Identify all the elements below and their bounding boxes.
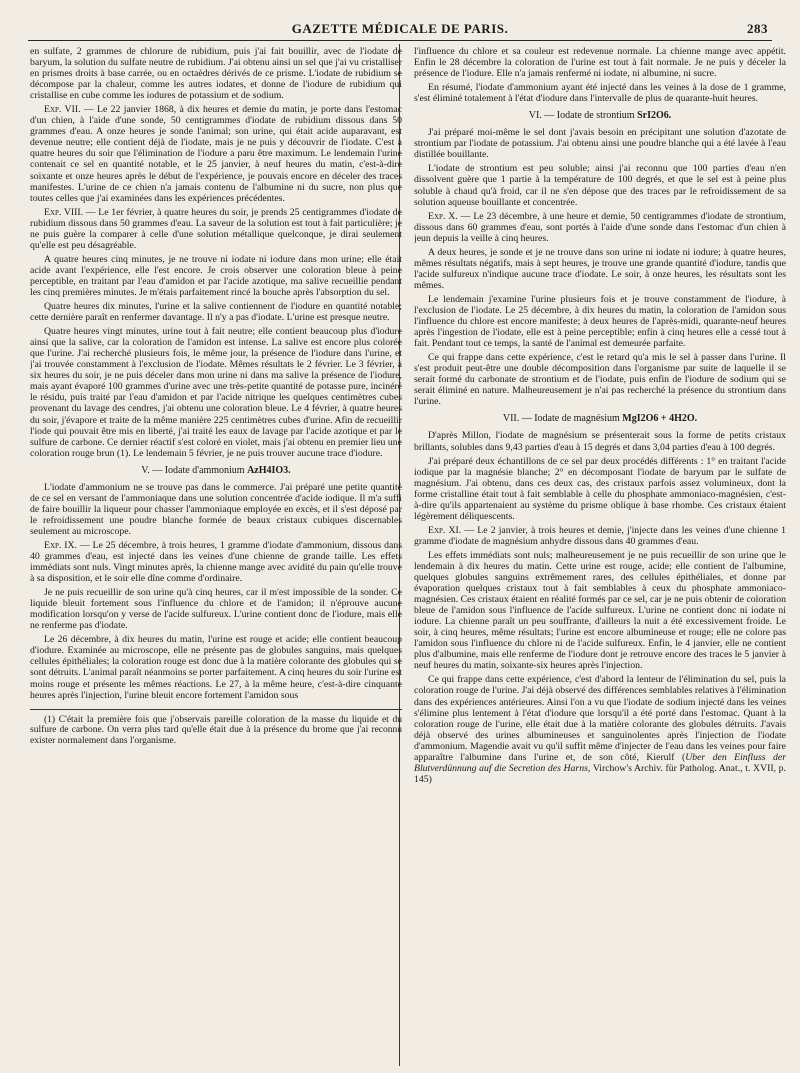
experiment-label: Exp. VIII. (44, 206, 84, 218)
journal-title: GAZETTE MÉDICALE DE PARIS. (291, 21, 509, 36)
experiment-label: Exp. XI. (428, 524, 462, 536)
section-heading (414, 110, 786, 121)
experiment-paragraph (414, 525, 786, 547)
right-column (414, 46, 786, 1066)
experiment-label: Exp. X. (428, 210, 458, 222)
experiment-paragraph (30, 104, 402, 203)
paragraph: D'après Millon, l'iodate de magnésium se présenterait sous la forme de petits cristaux brillants, solubles dans 9,43 parties d'eau à 15 degrés et dans 3,04 parties d'eau à 100 degrés. (414, 430, 786, 453)
experiment-text: — Le 22 janvier 1868, à dix heures et demie du matin, je porte dans l'estomac d'un chien, à l'aide d'une sonde, 50 centigrammes d'iodate de rubidium dissous dans 50 grammes d'eau. A onze heures je sonde l'animal; son urine, qui était acide auparavant, est devenue neutre; elle contient déjà de l'iodate, mais je ne puis y découvrir de l'iodate. C'est à quatre heures du soir que l'élimination de l'iodure a paru être maximum. Le lendemain l'urine contenait ce sel en quantité notable, et le 25 janvier, à neuf heures du matin, c'est-à-dire soixante et onze heures après le début de l'expérience, je pouvais encore en déceler des traces manifestes. L'urine de ce chien n'a jamais contenu de l'albumine ni du sucre, non plus que toutes celles que j'ai examinées dans les expériences précédentes. (30, 104, 402, 204)
paragraph: Les effets immédiats sont nuls; malheureusement je ne puis recueillir de son urine que le lendemain à dix heures du matin. Cette urine est rouge, acide; elle contient de l'albumine, quelques globules sanguins extrêmement rares, des cellules épithéliales, et donne par évaporation quelques cristaux tout à fait semblables à ceux du phosphate ammoniaco-magnésien. Ces cristaux étaient en réalité formés par ce sel, car je ne puis obtenir de coloration bleue de l'amidon sous l'influence de l'acide sulfureux. L'urine ne contient donc ni iodate ni iodure. La chienne paraît un peu souffrante, d'ailleurs la nuit a été excessivement froide. Le soir, à cinq heures, même résultats; l'urine est encore albumineuse et rouge; elle ne colore pas l'amidon sous l'influence du chlore ni de l'acide sulfureux. Enfin, le 4 janvier, elle ne contient plus d'albumine, mais elle renferme de l'iodure dont je retrouve encore des traces le 5 janvier à neuf heures du matin, soixante-six heures après l'injection. (414, 549, 786, 672)
paragraph: Ce qui frappe dans cette expérience, c'est le retard qu'a mis le sel à passer dans l'urine. Il s'est produit peut-être une double décomposition dans l'organisme par suite de laquelle il se serait formé du carbonate de strontium et de l'iodate, puis enfin de l'iodure de sodium qui se serait éliminé en nature. Malheureusement je n'ai pas recherché la présence du strontium dans l'urine. (414, 352, 786, 408)
footnote: (1) C'était la première fois que j'observais pareille coloration de la masse du liquide et du sulfure de carbone. On verra plus tard qu'elle était due à la présence du brome que j'ai reconnu exister normalement dans l'organisme. (30, 714, 402, 747)
paragraph: Quatre heures vingt minutes, urine tout à fait neutre; elle contient beaucoup plus d'iodure ainsi que la salive, car la coloration de l'amidon est intense. La salive est encore plus colorée que l'urine. J'ai recherché plusieurs fois, le même jour, la présence de l'iodure dans l'urine, et j'ai trouvée constamment à l'exclusion de l'iodate. Mêmes résultats le 2 février. Le 3 février, à six heures du soir, je ne puis déceler dans mon urine ni dans ma salive la présence de l'iodure, mais ayant évaporé 100 grammes d'urine avec une très-petite quantité de potasse pure, incinéré le résidu, puis traité par l'eau d'amidon et par l'acide nitrique les quelques centimètres cubes provenant du lavage des cendres, j'ai obtenu une coloration bleue. Le 4 février, à quatre heures du soir, j'évapore et traite de la même manière 225 centimètres cubes d'urine. Afin de recueillir l'iode qui pouvait être mis en liberté, j'ai traité les eaux de lavage par l'acide azotique et par le sulfure de carbone. Ce dernier réactif s'est coloré en violet, mais j'ai obtenu en premier lieu une coloration rouge brun (1). Le lendemain 5 février, je ne puis trouver aucune trace d'iodure. (30, 326, 402, 459)
section-label: V. — Iodate d'ammonium (141, 464, 245, 476)
section-label: VII. — Iodate de magnésium (502, 413, 620, 425)
section-formula: AzH4IO3. (247, 464, 291, 476)
section-formula: MgI2O6 + 4H2O. (622, 413, 698, 425)
paragraph: L'iodate de strontium est peu soluble; ainsi j'ai reconnu que 100 parties d'eau n'en dissolvent guère que 1 partie à la température de 100 degrés, et que le sel est à peine plus soluble à chaud qu'à froid, car il ne s'en dépose que des traces par le refroidissement de sa solution aqueuse bouillante et concentrée. (414, 163, 786, 208)
page-number: 283 (747, 21, 768, 36)
experiment-text: — Le 25 décembre, à trois heures, 1 gramme d'iodate d'ammonium, dissous dans 40 grammes d'eau, est injecté dans les veines d'une chienne de grande taille. Les effets immédiats sont nuls. Vingt minutes après, la chienne mange avec avidité du pain qu'elle trouve à sa disposition, et le soir elle dîne comme d'ordinaire. (30, 539, 402, 585)
paragraph: L'iodate d'ammonium ne se trouve pas dans le commerce. J'ai préparé une petite quantité de ce sel en versant de l'ammoniaque dans une solution concentrée d'acide iodique. Il m'a suffi de faire bouillir la liqueur pour chasser l'ammoniaque employée en excès, et il s'est déposé par le refroidissement une poudre blanche formée de beaux cristaux cubiques discernables seulement au microscope. (30, 481, 402, 537)
experiment-paragraph (30, 540, 402, 584)
left-column (30, 46, 402, 1066)
section-label: VI. — Iodate de strontium (528, 110, 635, 122)
paragraph: Le 26 décembre, à dix heures du matin, l'urine est rouge et acide; elle contient beaucoup d'iodure. Examinée au microscope, elle ne présente pas de globules sanguins, mais quelques cellules épithéliales; la coloration rouge est donc due à la matière colorante des globules qui se sont détruits. L'animal paraît néanmoins se porter parfaitement. A cinq heures du soir l'urine est moins rouge et présente les mêmes réactions. Le 27, à la même heure, c'est-à-dire cinquante heures après l'injection, l'urine bleuit encore fortement l'amidon sous (30, 634, 402, 701)
paragraph: A deux heures, je sonde et je ne trouve dans son urine ni iodate ni iodure; à quatre heures, mêmes résultats négatifs, mais à sept heures, je trouve une grande quantité d'iodure, tandis que l'acide sulfureux n'indique aucune trace d'iodate. Le soir, à onze heures, les résultats sont les mêmes. (414, 246, 786, 291)
experiment-label: Exp. VII. (44, 104, 81, 116)
paragraph: Le lendemain j'examine l'urine plusieurs fois et je trouve constamment de l'iodure, à l'exclusion de l'iodate. Le 25 décembre, à dix heures du matin, la coloration de l'amidon sous l'influence du chlore est encore manifeste; à deux heures de l'après-midi, quarante-neuf heures après l'ingestion de l'iodate, elle est à peine perceptible; enfin à cinq heures elle a cessé tout à fait. Pendant tout ce temps, la santé de l'animal est demeurée parfaite. (414, 293, 786, 350)
section-heading (414, 413, 786, 424)
paragraph: en sulfate, 2 grammes de chlorure de rubidium, puis j'ai fait bouillir, avec de l'iodate de baryum, la solution du sulfate neutre de rubidium. J'ai obtenu ainsi un sel que j'ai vu cristalliser en prismes droits à base carrée, ou en octaèdres dérivés de ce prisme. L'iodate de rubidium se décompose par la chaleur, comme les autres iodates, et donne de l'iodure de rubidium qui cristallise en cube comme les iodures de potassium et de sodium. (30, 46, 402, 102)
paragraph: A quatre heures cinq minutes, je ne trouve ni iodate ni iodure dans mon urine; elle était acide avant l'expérience, elle l'est encore. Je crois observer une coloration bleue à peine perceptible, en traitant par l'eau d'amidon et par l'acide azotique, ma salive recueillie pendant les cinq premières minutes. Je m'étais parfaitement rincé la bouche après l'absorption du sel. (30, 253, 402, 298)
paragraph: Quatre heures dix minutes, l'urine et la salive contiennent de l'iodure en quantité notable; cette dernière paraît en renfermer davantage. Il n'y a pas d'iodate. L'urine est presque neutre. (30, 301, 402, 324)
citation-title: Uber den Einfluss der Blutverdünnung auf die Secretion des Harns (414, 751, 786, 774)
citation-source: , Virchow's Archiv. für Patholog. Anat., t. XVII, p. 145) (414, 762, 786, 785)
paragraph (414, 674, 786, 784)
paragraph: J'ai préparé moi-même le sel dont j'avais besoin en précipitant une solution d'azotate de strontium par l'iodate de potassium. J'ai obtenu ainsi une poudre blanche qui a été lavée à l'eau distillée bouillante. (414, 127, 786, 161)
experiment-label: Exp. IX. (44, 539, 77, 551)
experiment-paragraph (30, 207, 402, 251)
footnote-rule (30, 709, 402, 710)
section-formula: SrI2O6. (637, 110, 672, 122)
paragraph: J'ai préparé deux échantillons de ce sel par deux procédés différents : 1° en traitant l'acide iodique par la magnésie blanche; 2° en décomposant l'iodate de baryum par le sulfate de magnésium. J'ai obtenu, dans ces deux cas, des cristaux parfois assez volumineux, dont la forme cristalline était tout à fait semblable à celle du phosphate ammoniaco-magnésien, c'est-à-dire qu'ils appartenaient au système du prisme oblique à base rhombe. Ces cristaux étaient légèrement déliquescents. (414, 455, 786, 522)
paragraph: En résumé, l'iodate d'ammonium ayant été injecté dans les veines à la dose de 1 gramme, s'est éliminé totalement à l'état d'iodure dans l'intervalle de plus de quarante-huit heures. (414, 82, 786, 105)
experiment-text: — Le 2 janvier, à trois heures et demie, j'injecte dans les veines d'une chienne 1 gramme d'iodate de magnésium anhydre dissous dans 40 grammes d'eau. (414, 524, 786, 547)
page-header (28, 18, 772, 41)
experiment-paragraph (414, 211, 786, 244)
paragraph: Je ne puis recueillir de son urine qu'à cinq heures, car il m'est impossible de la sonder. Ce liquide bleuit fortement sous l'influence du chlore et de l'amidon; il n'éprouve aucune modification lorsqu'on y verse de l'acide sulfureux. L'urine contient donc de l'iodure, mais elle ne renferme pas d'iodate. (30, 587, 402, 632)
paragraph-text: Ce qui frappe dans cette expérience, c'est d'abord la lenteur de l'élimination du sel, puis la coloration rouge de l'urine. J'ai déjà observé des différences semblables relatives à l'élimination dans des expériences antérieures. Ainsi l'on a vu que l'iodate de sodium injecté dans les veines s'élimine plus lentement à l'état d'iodure que lorsqu'il a été porté dans l'estomac. Quant à la coloration rouge de l'urine, elle était due à la matière colorante des globules détruits. J'avais déjà observé des urines albumineuses et sanguinolentes après l'injection de l'iodate d'ammonium. Magendie avait vu qu'il suffit même d'injecter de l'eau dans les veines pour faire apparaître l'albumine dans l'urine et, de son côté, Kierulf ( (414, 674, 786, 763)
section-heading (30, 465, 402, 476)
experiment-text: — Le 23 décembre, à une heure et demie, 50 centigrammes d'iodate de strontium, dissous dans 60 grammes d'eau, sont portés à l'aide d'une sonde dans l'estomac d'un chien à jeun depuis la veille à cinq heures. (414, 210, 786, 244)
paragraph: l'influence du chlore et sa couleur est redevenue normale. La chienne mange avec appétit. Enfin le 28 décembre la coloration de l'urine est tout à fait normale. Je ne puis y déceler la présence de l'iodure. Elle n'a jamais renfermé ni iodate, ni albumine, ni sucre. (414, 46, 786, 80)
experiment-text: — Le 1er février, à quatre heures du soir, je prends 25 centigrammes d'iodate de rubidium dissous dans 50 grammes d'eau. La saveur de la solution est tout à fait particulière; je ne puis guère la comparer à celle d'une solution métallique quelconque, je dirai seulement qu'elle est peu désagréable. (30, 206, 402, 251)
